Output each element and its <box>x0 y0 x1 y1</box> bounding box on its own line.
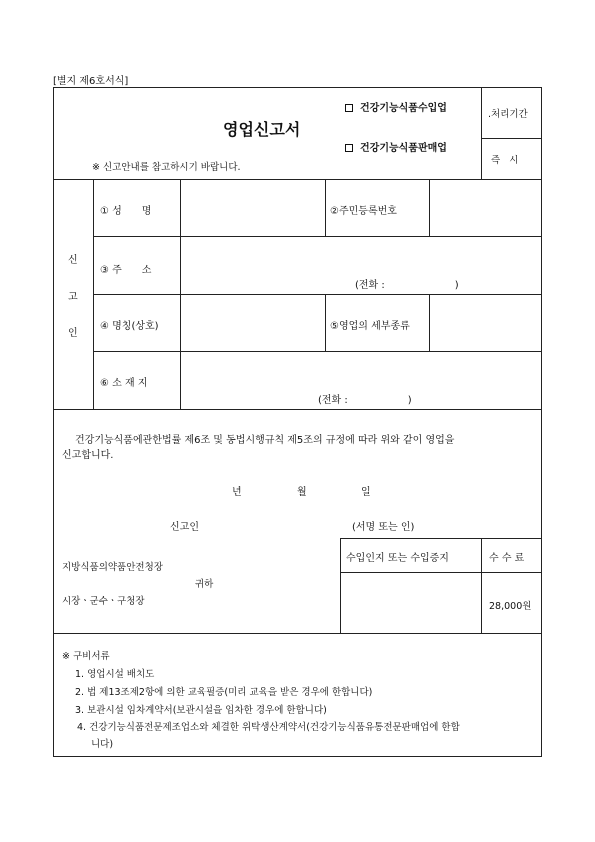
signature-note: (서명 또는 인) <box>352 522 415 533</box>
address-phone: (전화 : ) <box>355 280 459 291</box>
document-item: 3. 보관시설 임차계약서(보관시설을 임차한 경우에 한합니다) <box>75 705 327 716</box>
checkbox-option-sales[interactable]: 건강기능식품판매업 <box>345 139 447 154</box>
resident-number-label: ②주민등록번호 <box>330 206 397 217</box>
document-item-continued: 니다) <box>91 739 114 750</box>
form-label: [별지 제6호서식] <box>53 76 129 87</box>
checkbox-icon[interactable] <box>345 104 353 112</box>
date-month-label: 월 <box>297 487 307 498</box>
name-label: ① 성 명 <box>100 206 152 217</box>
date-day-label: 일 <box>361 487 371 498</box>
fee-amount: 28,000원 <box>489 601 532 612</box>
processing-period-value: 즉 시 <box>491 155 519 166</box>
documents-heading: ※ 구비서류 <box>62 651 110 662</box>
checkbox-option-import[interactable]: 건강기능식품수입업 <box>345 99 447 114</box>
recipient-line-1: 지방식품의약품안전청장 <box>62 562 163 573</box>
date-year-label: 년 <box>232 487 242 498</box>
applicant-label-3: 인 <box>68 328 78 339</box>
applicant-signature-label: 신고인 <box>170 522 199 533</box>
applicant-label-2: 고 <box>68 292 78 303</box>
business-name-field[interactable] <box>182 296 323 349</box>
stamp-label: 수입인지 또는 수입증지 <box>346 553 449 564</box>
guide-note: ※ 신고안내를 참고하시기 바랍니다. <box>92 162 241 173</box>
document-item: 4. 건강기능식품전문제조업소와 체결한 위탁생산계약서(건강기능식품유통전문판매업에 한합 <box>77 722 460 733</box>
checkbox-icon[interactable] <box>345 144 353 152</box>
document-item: 1. 영업시설 배치도 <box>75 669 155 680</box>
business-name-label: ④ 명칭(상호) <box>100 321 159 332</box>
form-title: 영업신고서 <box>223 120 301 139</box>
name-field[interactable] <box>182 181 323 234</box>
processing-period-label: .처리기간 <box>488 109 528 120</box>
address-label: ③ 주 소 <box>100 265 152 276</box>
resident-number-field[interactable] <box>431 181 540 234</box>
applicant-label-1: 신 <box>68 255 78 266</box>
recipient-line-2: 시장ㆍ군수ㆍ구청장 <box>62 596 145 607</box>
business-type-field[interactable] <box>431 296 540 349</box>
document-item: 2. 법 제13조제2항에 의한 교육필증(미리 교육을 받은 경우에 한합니다) <box>75 687 373 698</box>
location-phone: (전화 : ) <box>318 395 412 406</box>
location-label: ⑥ 소 재 지 <box>100 378 148 389</box>
fee-label: 수 수 료 <box>489 553 525 564</box>
declaration-line-2: 신고합니다. <box>62 450 114 461</box>
stamp-area[interactable] <box>342 574 479 631</box>
business-type-label: ⑤영업의 세부종류 <box>330 321 410 332</box>
recipient-honorific: 귀하 <box>195 579 214 590</box>
declaration-line-1: 건강기능식품에관한법률 제6조 및 동법시행규칙 제5조의 규정에 따라 위와 같이 영업을 <box>75 435 455 446</box>
